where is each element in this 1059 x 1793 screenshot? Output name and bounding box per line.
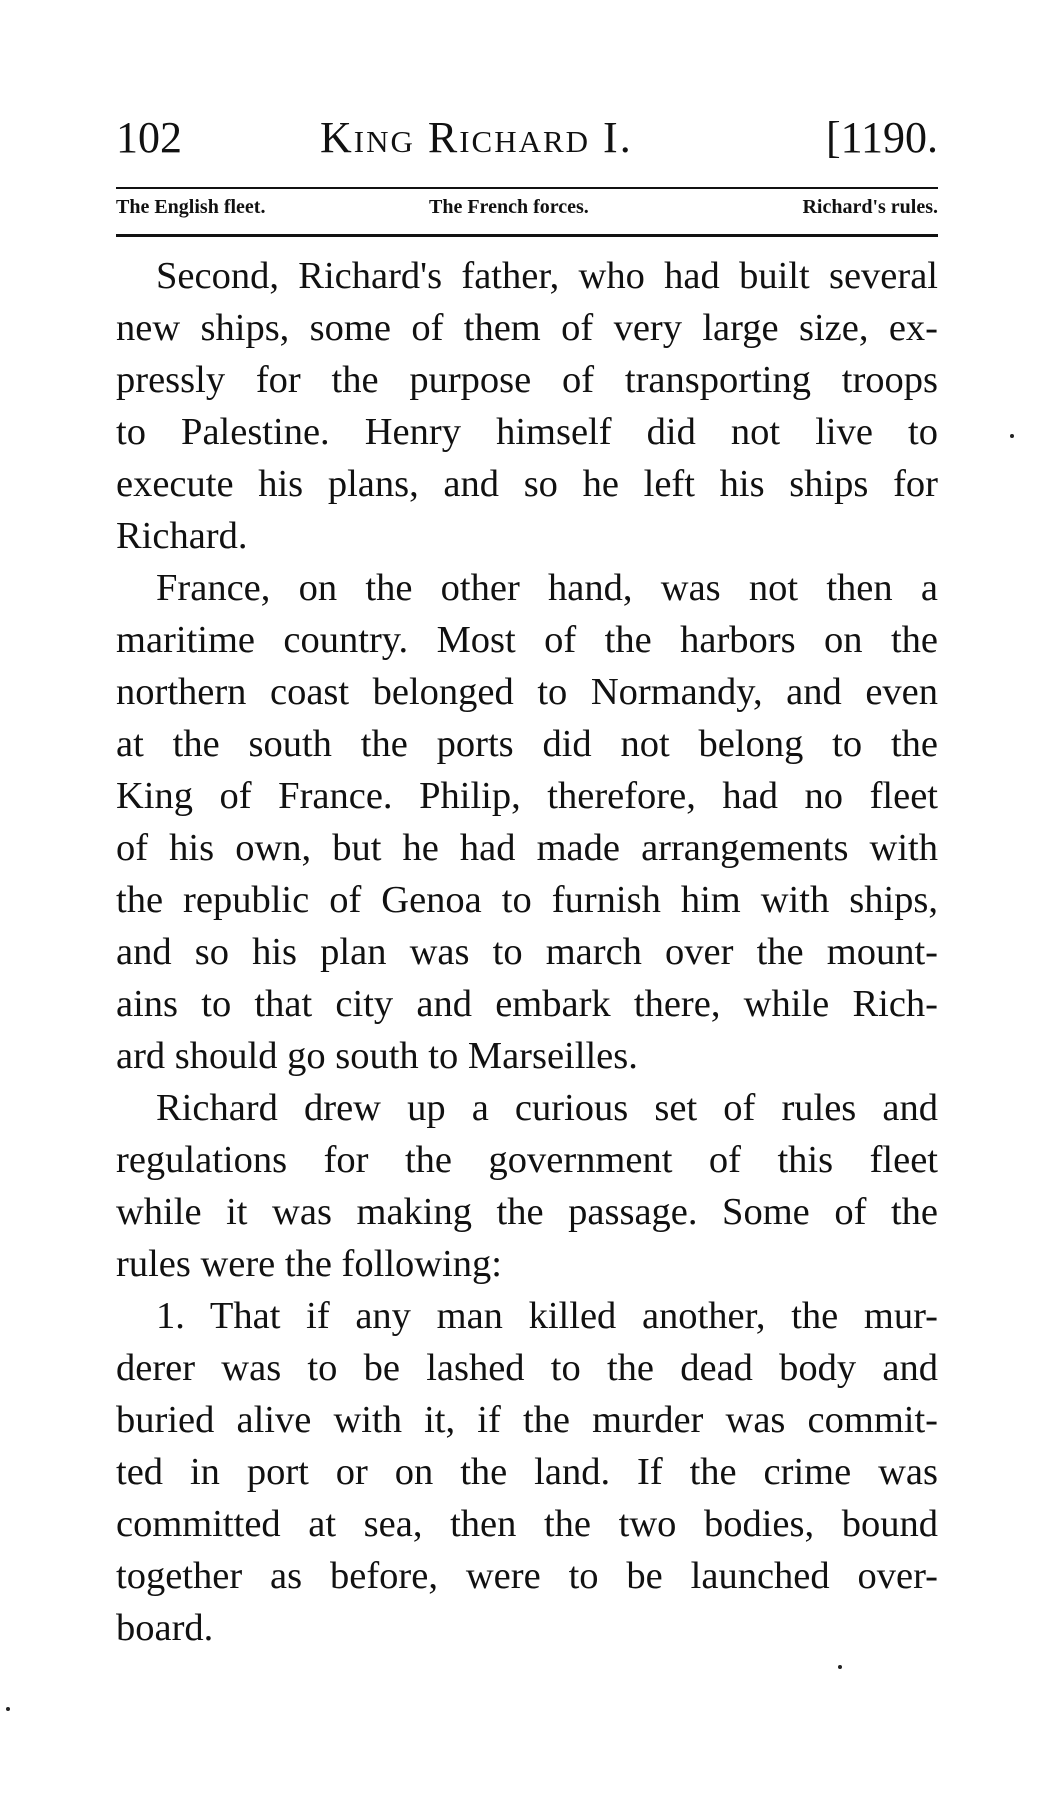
text-line: and so his plan was to march over the mount- [116, 931, 938, 973]
text-line: France, on the other hand, was not then a [156, 567, 938, 609]
margin-subheads [116, 196, 938, 228]
running-header [116, 112, 938, 172]
body-text [116, 250, 938, 1654]
text-line: 1. That if any man killed another, the mur- [156, 1295, 938, 1337]
header-year: [1190. [825, 113, 938, 162]
text-line: ard should go south to Marseilles. [116, 1035, 638, 1077]
text-line: Second, Richard's father, who had built several [156, 255, 938, 297]
text-line: board. [116, 1607, 214, 1649]
text-line: Richard drew up a curious set of rules and [156, 1087, 938, 1129]
subhead-french-forces: The French forces. [429, 196, 589, 218]
text-line: together as before, were to be launched over- [116, 1555, 938, 1597]
text-line: of his own, but he had made arrangements with [116, 827, 938, 869]
header-rule-bottom [116, 234, 938, 237]
page-number: 102 [116, 113, 182, 162]
text-line: King of France. Philip, therefore, had no fleet [116, 775, 938, 817]
text-line: pressly for the purpose of transporting troops [116, 359, 938, 401]
text-line: at the south the ports did not belong to the [116, 723, 938, 765]
subhead-richards-rules: Richard's rules. [802, 196, 938, 218]
paragraph [116, 250, 938, 562]
print-speck [6, 1707, 10, 1711]
text-line: execute his plans, and so he left his ships for [116, 463, 938, 505]
text-line: ted in port or on the land. If the crime was [116, 1451, 938, 1493]
header-rule-top [116, 187, 938, 189]
text-line: regulations for the government of this fleet [116, 1139, 938, 1181]
print-speck [1010, 434, 1014, 438]
running-title: King Richard I. [320, 113, 633, 162]
text-line: maritime country. Most of the harbors on the [116, 619, 938, 661]
text-line: Richard. [116, 515, 248, 557]
text-line: new ships, some of them of very large size, ex- [116, 307, 938, 349]
text-line: to Palestine. Henry himself did not live to [116, 411, 938, 453]
paragraph [116, 1082, 938, 1290]
paragraph [116, 562, 938, 1082]
text-line: rules were the following: [116, 1243, 502, 1285]
print-speck [838, 1665, 842, 1669]
text-line: while it was making the passage. Some of the [116, 1191, 938, 1233]
paragraph [116, 1290, 938, 1654]
text-line: derer was to be lashed to the dead body and [116, 1347, 938, 1389]
text-line: buried alive with it, if the murder was commit- [116, 1399, 938, 1441]
text-line: ains to that city and embark there, while Rich- [116, 983, 938, 1025]
text-line: committed at sea, then the two bodies, bound [116, 1503, 938, 1545]
text-line: the republic of Genoa to furnish him with ships, [116, 879, 938, 921]
subhead-english-fleet: The English fleet. [116, 196, 266, 218]
text-line: northern coast belonged to Normandy, and even [116, 671, 938, 713]
